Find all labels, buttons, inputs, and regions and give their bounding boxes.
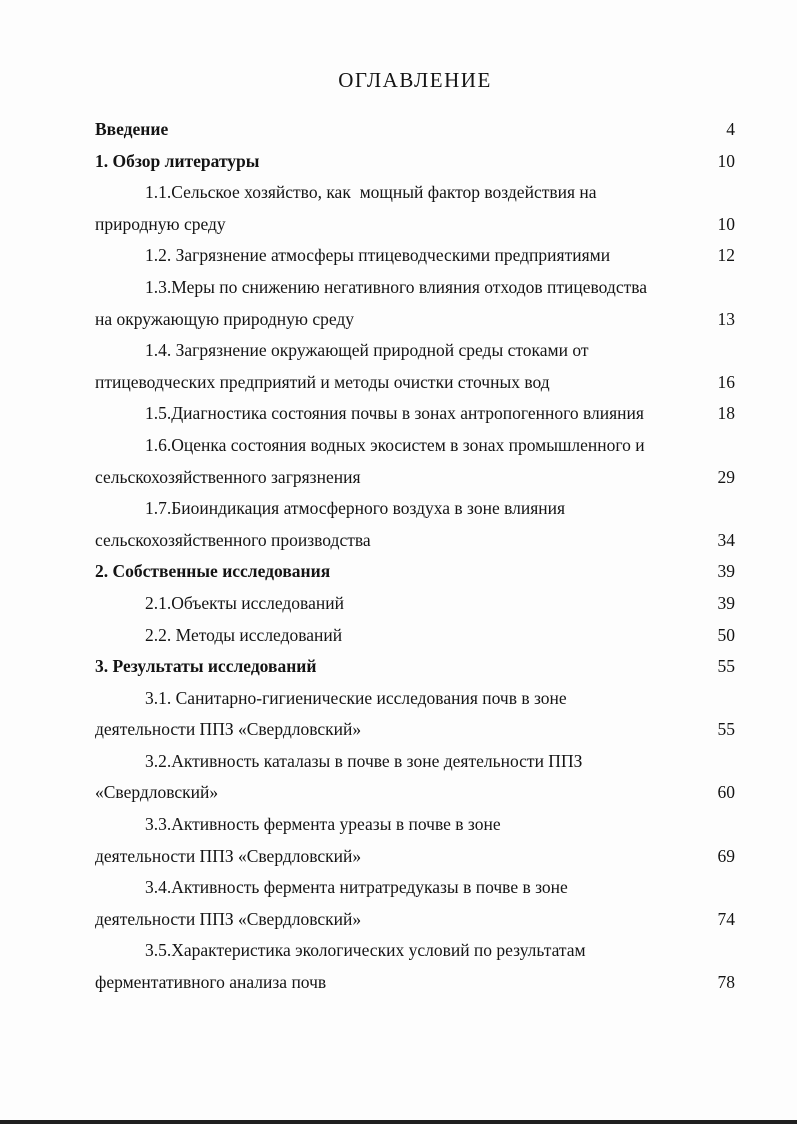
- toc-entry-text: сельскохозяйственного производства: [95, 529, 371, 550]
- toc-page-number: 29: [717, 466, 735, 487]
- toc-entry-text: деятельности ППЗ «Свердловский»: [95, 719, 362, 740]
- toc-entry-text: 3.3.Активность фермента уреазы в почве в зоне: [145, 814, 501, 835]
- toc-page-number: 16: [717, 371, 735, 392]
- toc-entry-text: птицеводческих предприятий и методы очистки сточных вод: [95, 371, 550, 392]
- toc-entry-text: 2. Собственные исследования: [95, 561, 331, 582]
- toc-entry: [95, 177, 735, 240]
- toc-entry-text: 1.2. Загрязнение атмосферы птицеводческими предприятиями: [145, 245, 611, 266]
- toc-entry-text: природную среду: [95, 213, 226, 234]
- toc-page-number: 55: [717, 719, 735, 740]
- toc-entry-text: сельскохозяйственного загрязнения: [95, 466, 361, 487]
- toc-entry-text: 1.6.Оценка состояния водных экосистем в зонах промышленного и: [145, 434, 645, 455]
- toc-list: [95, 114, 735, 999]
- toc-page-number: 69: [717, 845, 735, 866]
- toc-entry: [95, 335, 735, 398]
- toc-entry-text: 3.1. Санитарно-гигиенические исследования почв в зоне: [145, 687, 567, 708]
- toc-entry-text: 1.5.Диагностика состояния почвы в зонах антропогенного влияния: [145, 403, 644, 424]
- toc-entry: [95, 588, 735, 620]
- toc-page-number: 78: [717, 972, 735, 993]
- toc-page-number: 13: [717, 308, 735, 329]
- toc-page-number: 60: [717, 782, 735, 803]
- page-title: ОГЛАВЛЕНИЕ: [338, 68, 492, 92]
- toc-entry-text: «Свердловский»: [95, 782, 219, 803]
- toc-page-number: 10: [717, 150, 735, 171]
- toc-entry: [95, 809, 735, 872]
- toc-entry: [95, 272, 735, 335]
- toc-entry: [95, 746, 735, 809]
- toc-entry: [95, 556, 735, 588]
- toc-entry: [95, 240, 735, 272]
- toc-page-number: 4: [726, 119, 735, 139]
- toc-entry-text: 1.7.Биоиндикация атмосферного воздуха в зоне влияния: [145, 498, 566, 519]
- toc-page-number: 10: [717, 213, 735, 234]
- toc-page-number: 55: [717, 656, 735, 677]
- toc-page-number: 34: [717, 529, 735, 550]
- toc-entry-text: 2.2. Методы исследований: [145, 624, 343, 645]
- toc-entry-text: 2.1.Объекты исследований: [145, 592, 344, 613]
- toc-entry: [95, 620, 735, 652]
- toc-entry-text: деятельности ППЗ «Свердловский»: [95, 845, 362, 866]
- toc-entry-text: Введение: [95, 119, 169, 139]
- toc-page-number: 12: [717, 245, 735, 266]
- toc-page-number: 74: [717, 908, 735, 929]
- toc-entry-text: 3.2.Активность каталазы в почве в зоне деятельности ППЗ: [145, 750, 583, 771]
- toc-entry-text: 1.4. Загрязнение окружающей природной среды стоками от: [145, 340, 589, 361]
- toc-entry: [95, 493, 735, 556]
- toc-entry: [95, 430, 735, 493]
- toc-page-number: 39: [717, 592, 735, 613]
- toc-entry: [95, 651, 735, 683]
- toc-entry-text: 3.5.Характеристика экологических условий по результатам: [145, 940, 586, 961]
- toc-entry-text: деятельности ППЗ «Свердловский»: [95, 908, 362, 929]
- toc-entry-text: 3. Результаты исследований: [95, 656, 317, 677]
- toc-entry-text: ферментативного анализа почв: [95, 972, 327, 993]
- toc-entry: [95, 683, 735, 746]
- toc-entry-text: 3.4.Активность фермента нитратредуказы в почве в зоне: [145, 877, 568, 898]
- toc-page-number: 50: [717, 624, 735, 645]
- toc-entry: [95, 114, 735, 146]
- toc-entry-text: 1.3.Меры по снижению негативного влияния отходов птицеводства: [145, 276, 648, 297]
- toc-entry-text: на окружающую природную среду: [95, 308, 355, 329]
- toc-entry-text: 1. Обзор литературы: [95, 150, 260, 171]
- toc-entry: [95, 935, 735, 998]
- toc-page-number: 39: [717, 561, 735, 582]
- toc-page-number: 18: [717, 403, 735, 424]
- toc-entry: [95, 872, 735, 935]
- scan-edge-artifact: [0, 1120, 797, 1124]
- toc-entry: [95, 146, 735, 178]
- toc-entry-text: 1.1.Сельское хозяйство, как мощный фактор воздействия на: [145, 182, 597, 203]
- toc-entry: [95, 398, 735, 430]
